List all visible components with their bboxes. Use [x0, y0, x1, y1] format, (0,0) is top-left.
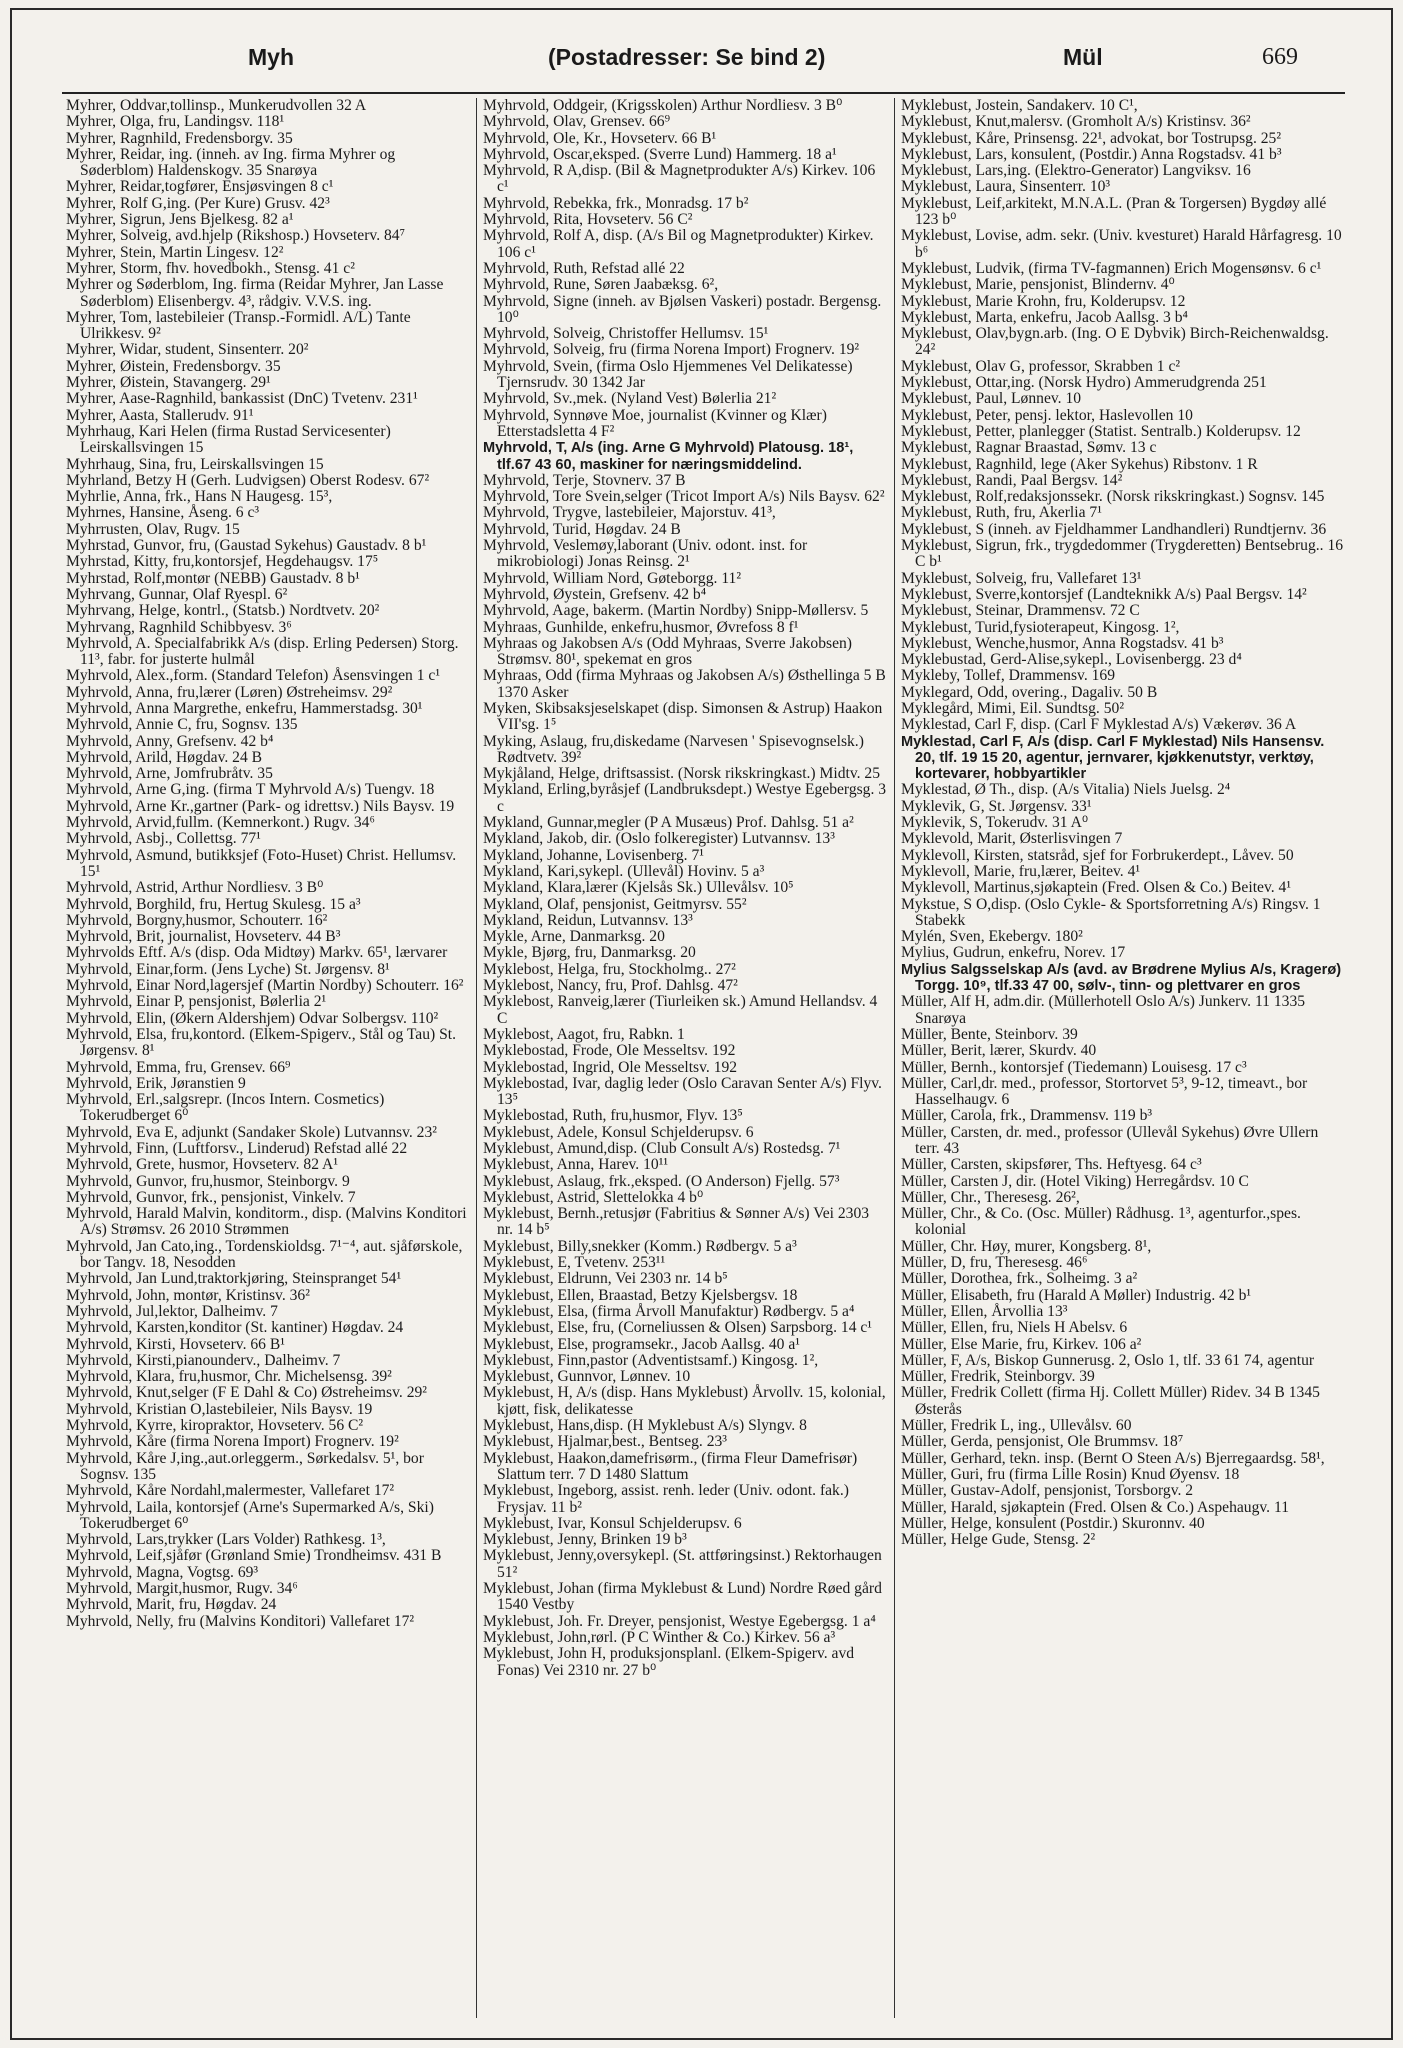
directory-entry: Myklebostad, Frode, Ole Messeltsv. 192	[483, 1042, 736, 1060]
directory-entry: Myhrvold, Tore Svein,selger (Tricot Import A/s) Nils Baysv. 62²	[483, 488, 885, 506]
directory-entry: Myklebust, Solveig, fru, Vallefaret 13¹	[901, 569, 1142, 587]
directory-entry: Myhrer, Aase-Ragnhild, bankassist (DnC) Tvetenv. 231¹	[66, 390, 418, 408]
directory-entry: Myhrvold, Asmund, butikksjef (Foto-Huset) Christ. Hellumsv. 15¹	[66, 846, 457, 880]
directory-entry: Myhrer, Sigrun, Jens Bjelkesg. 82 a¹	[66, 211, 294, 229]
directory-entry: Myhrvold, Einar Nord,lagersjef (Martin Nordby) Schouterr. 16²	[66, 977, 464, 995]
directory-entry: Müller, D, fru, Theresesg. 46⁶	[901, 1254, 1088, 1272]
directory-entry: Myhrvold, Anna, fru,lærer (Løren) Østreheimsv. 29²	[66, 683, 393, 701]
directory-entry: Myhrvold, William Nord, Gøteborgg. 11²	[483, 569, 742, 587]
directory-entry: Myklevik, S, Tokerudv. 31 A⁰	[901, 814, 1089, 832]
directory-entry: Myhrvold, Synnøve Moe, journalist (Kvinner og Klær) Etterstadsletta 4 F²	[483, 406, 827, 440]
directory-entry: Myklebust, Knut,malersv. (Gromholt A/s) Kristinsv. 36²	[901, 113, 1251, 131]
directory-entry: Myhrvold, Leif,sjåfør (Grønland Smie) Trondheimsv. 431 B	[66, 1547, 442, 1565]
directory-entry: Müller, Ellen, fru, Niels H Abelsv. 6	[901, 1319, 1128, 1337]
directory-entry: Myklebost, Ranveig,lærer (Tiurleiken sk.) Amund Hellandsv. 4 C	[483, 993, 878, 1027]
directory-entry: Myklebust, E, Tvetenv. 253¹¹	[483, 1254, 666, 1272]
directory-entry: Myklebust, Bernh.,retusjør (Fabritius & Sønner A/s) Vei 2303 nr. 14 b⁵	[483, 1205, 870, 1239]
directory-entry: Myhrvold, A. Specialfabrikk A/s (disp. Erling Pedersen) Storg. 11³, fabr. for justerte hulmål	[66, 634, 459, 669]
directory-entry: Myklebust, Adele, Konsul Schjelderupsv. 6	[483, 1123, 754, 1141]
directory-entry: Myhrer, Reidar, ing. (inneh. av Ing. firma Myhrer og Søderblom) Haldenskogv. 35 Snarøya	[66, 145, 396, 180]
directory-entry: Müller, Carl,dr. med., professor, Stortorvet 5³, 9-12, timeavt., bor Hasselhaugv. 6	[901, 1074, 1308, 1109]
directory-entry: Myhrvold, Finn, (Luftforsv., Linderud) Refstad allé 22	[66, 1140, 408, 1157]
directory-entry: Myhrvold, Rita, Hovseterv. 56 C²	[483, 211, 693, 229]
directory-entry: Müller, Carsten, dr. med., professor (Ullevål Sykehus) Øvre Ullern terr. 43	[901, 1123, 1319, 1157]
directory-entry: Myklebust, Paul, Lønnev. 10	[901, 390, 1082, 408]
directory-entry: Myhrvang, Gunnar, Olaf Ryespl. 6²	[66, 585, 288, 603]
directory-entry: Myhraas, Gunhilde, enkefru,husmor, Øvrefoss 8 f¹	[483, 618, 799, 636]
directory-entry: Myklebust, Ragnhild, lege (Aker Sykehus) Ribstonv. 1 R	[901, 455, 1258, 473]
directory-entry: Myhrvold, Elsa, fru,kontord. (Elkem-Spigerv., Stål og Tau) St. Jørgensv. 8¹	[66, 1025, 457, 1060]
header-rule	[62, 92, 1345, 94]
directory-entry: Myhrer, Stein, Martin Lingesv. 12²	[66, 243, 284, 261]
directory-entry: Müller, Bernh., kontorsjef (Tiedemann) Louisesg. 17 c³	[901, 1058, 1247, 1076]
directory-entry: Myklebust, Else, programsekr., Jacob Aallsg. 40 a¹	[483, 1335, 800, 1353]
directory-entry: Myklebost, Helga, fru, Stockholmg.. 27²	[483, 960, 736, 978]
directory-entry: Müller, Else Marie, fru, Kirkev. 106 a²	[901, 1335, 1142, 1353]
column-1	[66, 98, 476, 2018]
directory-entry: Myhrvold, Borghild, fru, Hertug Skulesg. 15 a³	[66, 895, 361, 913]
directory-entry: Myhrvold, Gunvor, fru,husmor, Steinborgv. 9	[66, 1172, 350, 1190]
directory-entry: Myhrvold, Marit, fru, Høgdav. 24	[66, 1596, 277, 1614]
directory-entry: Myklebust, Billy,snekker (Komm.) Rødbergv. 5 a³	[483, 1237, 797, 1255]
directory-entry: Myklebust, Marta, enkefru, Jacob Aallsg. 3 b⁴	[901, 308, 1188, 326]
directory-entry: Myhrvold, Borgny,husmor, Schouterr. 16²	[66, 911, 328, 929]
directory-entry: Myhrvold, Oscar,eksped. (Sverre Lund) Hammerg. 18 a¹	[483, 145, 837, 163]
directory-entry: Myhrvold, Astrid, Arthur Nordliesv. 3 B⁰	[66, 879, 324, 897]
directory-entry: Myklebust, Finn,pastor (Adventistsamf.) Kingosg. 1²,	[483, 1351, 819, 1369]
directory-entry: Myhrer, Reidar,togfører, Ensjøsvingen 8 c¹	[66, 178, 334, 196]
directory-entry: Myken, Skibsaksjeselskapet (disp. Simonsen & Astrup) Haakon VII'sg. 1⁵	[483, 699, 883, 734]
directory-entry: Myklebust, Leif,arkitekt, M.N.A.L. (Pran & Torgersen) Bygdøy allé 123 b⁰	[901, 194, 1327, 229]
directory-entry: Myhrvold, T, A/s (ing. Arne G Myhrvold) Platousg. 18¹, tlf.67 43 60, maskiner for næringsmiddelind.	[483, 440, 854, 473]
directory-entry: Myklebust, Gunnvor, Lønnev. 10	[483, 1368, 691, 1386]
directory-entry: Müller, Carola, frk., Drammensv. 119 b³	[901, 1107, 1153, 1125]
directory-entry: Myhrvold, Terje, Stovnerv. 37 B	[483, 471, 686, 489]
directory-entry: Mykland, Klara,lærer (Kjelsås Sk.) Ullevålsv. 10⁵	[483, 879, 794, 897]
directory-entry: Myklebust, Elsa, (firma Årvoll Manufaktur) Rødbergv. 5 a⁴	[483, 1302, 855, 1320]
directory-entry: Myklebust, Olav G, professor, Skrabben 1 c²	[901, 357, 1181, 375]
directory-entry: Myklebust, Amund,disp. (Club Consult A/s) Rostedsg. 7¹	[483, 1140, 841, 1157]
directory-entry: Myklebust, Peter, pensj. lektor, Haslevollen 10	[901, 406, 1193, 424]
directory-entry: Myklestad, Carl F, disp. (Carl F Myklestad A/s) Vækerøv. 36 A	[901, 716, 1297, 734]
directory-entry: Myklebust, Jostein, Sandakerv. 10 C¹,	[901, 98, 1138, 114]
directory-entry: Myhrvold, Ruth, Refstad allé 22	[483, 259, 685, 277]
directory-entry: Myhrstad, Kitty, fru,kontorsjef, Hegdehaugsv. 17⁵	[66, 553, 379, 571]
directory-entry: Myhrer, Øistein, Stavangerg. 29¹	[66, 374, 271, 392]
directory-entry: Myklebust, Rolf,redaksjonssekr. (Norsk rikskringkast.) Sognsv. 145	[901, 488, 1325, 506]
directory-entry: Myhrvold, Jan Cato,ing., Tordenskioldsg. 7¹⁻⁴, aut. sjåførskole, bor Tangv. 18, Nesodden	[66, 1237, 463, 1272]
directory-entry: Müller, Chr., Theresesg. 26²,	[901, 1188, 1080, 1206]
directory-entry: Myhrrusten, Olav, Rugv. 15	[66, 520, 240, 538]
directory-entry: Mykstue, S O,disp. (Oslo Cykle- & Sportsforretning A/s) Ringsv. 1 Stabekk	[901, 895, 1321, 929]
directory-entry: Müller, Elisabeth, fru (Harald A Møller) Industrig. 42 b¹	[901, 1286, 1252, 1304]
directory-entry: Mykland, Kari,sykepl. (Ullevål) Hovinv. 5 a³	[483, 862, 765, 880]
directory-entry: Mylius Salgsselskap A/s (avd. av Brødrene Mylius A/s, Kragerø) Torgg. 10⁹, tlf.33 47 00, sølv-, tinn- og plettvarer en gros	[901, 961, 1342, 995]
directory-entry: Myklegard, Odd, overing., Dagaliv. 50 B	[901, 683, 1158, 701]
directory-entry: Myklebust, Ellen, Braastad, Betzy Kjelsbergsv. 18	[483, 1286, 798, 1304]
directory-entry: Myklebust, Turid,fysioterapeut, Kingosg. 1²,	[901, 618, 1180, 636]
directory-entry: Mykleby, Tollef, Drammensv. 169	[901, 667, 1116, 685]
directory-entry: Myhrlie, Anna, frk., Hans N Haugesg. 15³,	[66, 488, 333, 506]
directory-entry: Myhrvang, Ragnhild Schibbyesv. 3⁶	[66, 618, 292, 636]
directory-entry: Myhrvold, Magna, Vogtsg. 69³	[66, 1563, 259, 1581]
directory-entry: Myklebust, Petter, planlegger (Statist. Sentralb.) Kolderupsv. 12	[901, 422, 1301, 440]
directory-entry: Myhrvold, Olav, Grensev. 66⁹	[483, 113, 671, 131]
directory-entry: Myhrvold, Sv.,mek. (Nyland Vest) Bølerlia 21²	[483, 390, 777, 408]
directory-entry: Myklebust, Anna, Harev. 10¹¹	[483, 1156, 669, 1174]
directory-entry: Mykland, Olaf, pensjonist, Geitmyrsv. 55²	[483, 895, 747, 913]
directory-entry: Myhrvold, Kirsti,pianounderv., Dalheimv. 7	[66, 1351, 341, 1369]
directory-entry: Müller, Berit, lærer, Skurdv. 40	[901, 1042, 1097, 1060]
directory-entry: Myhrvold, Knut,selger (F E Dahl & Co) Østreheimsv. 29²	[66, 1384, 427, 1402]
directory-entry: Myhrnes, Hansine, Åseng. 6 c³	[66, 504, 260, 522]
directory-entry: Myklebust, Lovise, adm. sekr. (Univ. kvesturet) Harald Hårfagresg. 10 b⁶	[901, 227, 1342, 261]
directory-entry: Myklebust, Steinar, Drammensv. 72 C	[901, 602, 1140, 620]
column-3	[894, 98, 1346, 2018]
directory-entry: Myhrvold, Rolf A, disp. (A/s Bil og Magnetprodukter) Kirkev. 106 c¹	[483, 227, 874, 261]
directory-entry: Myhrvold, Lars,trykker (Lars Volder) Rathkesg. 1³,	[66, 1531, 386, 1549]
directory-entry: Myhrvold, Trygve, lastebileier, Majorstuv. 41³,	[483, 504, 776, 522]
directory-entry: Mykland, Johanne, Lovisenberg. 7¹	[483, 846, 704, 864]
header-center-note: (Postadresser: Se bind 2)	[548, 44, 826, 70]
directory-entry: Myklebust, Ruth, fru, Akerlia 7¹	[901, 504, 1102, 522]
directory-entry: Myhrvold, Karsten,konditor (St. kantiner) Høgdav. 24	[66, 1319, 404, 1337]
directory-columns	[66, 98, 1346, 2018]
directory-entry: Mykle, Arne, Danmarksg. 20	[483, 928, 665, 946]
directory-entry: Myklevold, Marit, Østerlisvingen 7	[901, 830, 1123, 848]
directory-entry: Myklebust, Ingeborg, assist. renh. leder (Univ. odont. fak.) Frysjav. 11 b²	[483, 1482, 849, 1516]
directory-entry: Myhrvold, Nelly, fru (Malvins Konditori) Vallefaret 17²	[66, 1612, 415, 1630]
directory-entry: Myhrvold, Asbj., Collettsg. 77¹	[66, 830, 261, 848]
directory-entry: Myhrvold, Signe (inneh. av Bjølsen Vaskeri) postadr. Bergensg. 10⁰	[483, 292, 882, 326]
directory-entry: Myhrvold, Aage, bakerm. (Martin Nordby) Snipp-Møllersv. 5	[483, 602, 869, 620]
directory-entry: Myhrvold, Arne, Jomfrubråtv. 35	[66, 765, 273, 783]
directory-entry: Myhrer, Olga, fru, Landingsv. 118¹	[66, 113, 285, 131]
directory-entry: Myklebust, Ivar, Konsul Schjelderupsv. 6	[483, 1514, 742, 1532]
directory-entry: Myklebust, Astrid, Slettelokka 4 b⁰	[483, 1188, 704, 1206]
directory-entry: Myklebust, Else, fru, (Corneliussen & Olsen) Sarpsborg. 14 c¹	[483, 1319, 872, 1337]
directory-entry: Myhraas og Jakobsen A/s (Odd Myhraas, Sverre Jakobsen) Strømsv. 80¹, spekemat en gros	[483, 634, 852, 669]
directory-entry: Müller, Ellen, Årvollia 13³	[901, 1302, 1068, 1320]
directory-entry: Myklebust, Jenny, Brinken 19 b³	[483, 1531, 687, 1549]
directory-entry: Myhrvold, Arvid,fullm. (Kemnerkont.) Rugv. 34⁶	[66, 814, 375, 832]
directory-entry: Müller, Chr., & Co. (Osc. Müller) Rådhusg. 1³, agenturfor.,spes. kolonial	[901, 1205, 1301, 1239]
directory-entry: Myklebostad, Ruth, fru,husmor, Flyv. 13⁵	[483, 1107, 743, 1125]
directory-entry: Myhrvold, Svein, (firma Oslo Hjemmenes Vel Delikatesse) Tjernsrudv. 30 1342 Jar	[483, 357, 853, 392]
directory-entry: Myklebust, H, A/s (disp. Hans Myklebust) Årvollv. 15, kolonial, kjøtt, fisk, delikatesse	[483, 1384, 886, 1418]
directory-entry: Myhrvold, Erl.,salgsrepr. (Incos Intern. Cosmetics) Tokerudberget 6⁰	[66, 1091, 385, 1125]
directory-entry: Müller, Helge, konsulent (Postdir.) Skuronnv. 40	[901, 1514, 1205, 1532]
directory-entry: Myhrvold, Veslemøy,laborant (Univ. odont. inst. for mikrobiologi) Jonas Reinsg. 2¹	[483, 537, 808, 571]
directory-entry: Myklebust, Ludvik, (firma TV-fagmannen) Erich Mogensønsv. 6 c¹	[901, 259, 1322, 277]
directory-entry: Myklebost, Aagot, fru, Rabkn. 1	[483, 1025, 685, 1043]
directory-entry: Mykland, Jakob, dir. (Oslo folkeregister) Lutvannsv. 13³	[483, 830, 835, 848]
directory-entry: Müller, Guri, fru (firma Lille Rosin) Knud Øyensv. 18	[901, 1465, 1240, 1483]
directory-entry: Myklebust, Sigrun, frk., trygdedommer (Trygderetten) Bentsebrug.. 16 C b¹	[901, 537, 1344, 571]
directory-entry: Myhrvold, Turid, Høgdav. 24 B	[483, 520, 681, 538]
page-header	[0, 0, 1403, 78]
header-left-guideword: Myh	[248, 44, 294, 70]
directory-entry: Myklebust, John,rørl. (P C Winther & Co.) Kirkev. 56 a³	[483, 1628, 836, 1646]
directory-entry: Müller, Fredrik, Steinborgv. 39	[901, 1368, 1095, 1386]
directory-entry: Mylén, Sven, Ekebergv. 180²	[901, 928, 1083, 946]
directory-entry: Myhrvolds Eftf. A/s (disp. Oda Midtøy) Markv. 65¹, lærvarer	[66, 944, 448, 962]
directory-entry: Myklebust, Hans,disp. (H Myklebust A/s) Slyngv. 8	[483, 1417, 807, 1435]
directory-entry: Myhrvold, Einar P, pensjonist, Bølerlia 2¹	[66, 993, 327, 1011]
directory-entry: Myklevoll, Martinus,sjøkaptein (Fred. Olsen & Co.) Beitev. 4¹	[901, 879, 1291, 897]
directory-entry: Mykland, Gunnar,megler (P A Musæus) Prof. Dahlsg. 51 a²	[483, 814, 854, 832]
directory-entry: Myklebust, Hjalmar,best., Bentseg. 23³	[483, 1433, 727, 1451]
directory-entry: Myhrhaug, Sina, fru, Leirskallsvingen 15	[66, 455, 324, 473]
directory-entry: Müller, Alf H, adm.dir. (Müllerhotell Oslo A/s) Junkerv. 11 1335 Snarøya	[901, 993, 1306, 1027]
directory-entry: Myhrvold, Arne G,ing. (firma T Myhrvold A/s) Tuengv. 18	[66, 781, 435, 799]
directory-entry: Myhrvold, Oddgeir, (Krigsskolen) Arthur Nordliesv. 3 B⁰	[483, 98, 843, 114]
directory-entry: Myhrvold, Øystein, Grefsenv. 42 b⁴	[483, 585, 707, 603]
directory-entry: Myhrvold, Anna Margrethe, enkefru, Hammerstadsg. 30¹	[66, 699, 423, 717]
directory-entry: Myhrvold, Rune, Søren Jaabæksg. 6²,	[483, 276, 719, 294]
directory-entry: Myking, Aslaug, fru,diskedame (Narvesen ' Spisevognselsk.) Rødtvetv. 39²	[483, 732, 864, 766]
directory-entry: Myhrvold, Kyrre, kiropraktor, Hovseterv. 56 C²	[66, 1417, 364, 1435]
directory-entry: Myklestad, Carl F, A/s (disp. Carl F Myklestad) Nils Hansensv. 20, tlf. 19 15 20, agentur, jernvarer, kjøkkenutstyr, verktøy, kortevarer, hobbyartikler	[901, 733, 1325, 783]
directory-entry: Myklebustad, Gerd-Alise,sykepl., Lovisenbergg. 23 d⁴	[901, 651, 1242, 669]
directory-entry: Myhrvold, Annie C, fru, Sognsv. 135	[66, 716, 298, 734]
directory-entry: Myhraas, Odd (firma Myhraas og Jakobsen A/s) Østhellinga 5 B 1370 Asker	[483, 667, 886, 701]
directory-entry: Müller, Helge Gude, Stensg. 2²	[901, 1531, 1096, 1549]
directory-entry: Myhrvold, Kåre Nordahl,malermester, Vallefaret 17²	[66, 1482, 395, 1500]
directory-entry: Müller, Gerhard, tekn. insp. (Bernt O Steen A/s) Bjerregaardsg. 58¹,	[901, 1449, 1325, 1467]
directory-entry: Myklebust, Ragnar Braastad, Sømv. 13 c	[901, 439, 1157, 457]
directory-entry: Myklevoll, Marie, fru,lærer, Beitev. 4¹	[901, 862, 1141, 880]
directory-entry: Müller, Gustav-Adolf, pensjonist, Torsborgv. 2	[901, 1482, 1194, 1500]
directory-entry: Myhrer, Rolf G,ing. (Per Kure) Grusv. 42³	[66, 194, 330, 212]
directory-entry: Myhrer, Aasta, Stallerudv. 91¹	[66, 406, 254, 424]
directory-entry: Müller, F, A/s, Biskop Gunnerusg. 2, Oslo 1, tlf. 33 61 74, agentur	[901, 1351, 1315, 1369]
directory-entry: Myhrvold, Harald Malvin, konditorm., disp. (Malvins Konditori A/s) Strømsv. 26 2010 Strømmen	[66, 1205, 467, 1239]
directory-entry: Myhrvold, Gunvor, frk., pensjonist, Vinkelv. 7	[66, 1188, 356, 1206]
directory-entry: Müller, Bente, Steinborv. 39	[901, 1025, 1078, 1043]
directory-entry: Myklebostad, Ingrid, Ole Messeltsv. 192	[483, 1058, 738, 1076]
directory-entry: Myhrvold, Arild, Høgdav. 24 B	[66, 748, 263, 766]
directory-entry: Myhrhaug, Kari Helen (firma Rustad Servicesenter) Leirskallsvingen 15	[66, 422, 391, 457]
directory-entry: Myklebust, Wenche,husmor, Anna Rogstadsv. 41 b³	[901, 634, 1224, 652]
directory-entry: Myhrvold, Rebekka, frk., Monradsg. 17 b²	[483, 194, 749, 212]
directory-entry: Myhrvold, Solveig, fru (firma Norena Import) Frognerv. 19²	[483, 341, 860, 359]
header-right-guideword: Mül	[1063, 44, 1103, 70]
directory-entry: Müller, Dorothea, frk., Solheimg. 3 a²	[901, 1270, 1138, 1288]
directory-entry: Mylius, Gudrun, enkefru, Norev. 17	[901, 944, 1126, 962]
directory-entry: Mykjåland, Helge, driftsassist. (Norsk rikskringkast.) Midtv. 25	[483, 765, 881, 783]
directory-entry: Myklebust, Eldrunn, Vei 2303 nr. 14 b⁵	[483, 1270, 728, 1288]
directory-entry: Myhrer, Widar, student, Sinsenterr. 20²	[66, 341, 309, 359]
directory-entry: Myhrer, Storm, fhv. hovedbokh., Stensg. 41 c²	[66, 259, 355, 277]
directory-entry: Myhrvold, John, montør, Kristinsv. 36²	[66, 1286, 310, 1304]
directory-entry: Myklegård, Mimi, Eil. Sundtsg. 50²	[901, 699, 1124, 717]
directory-entry: Myklebust, Randi, Paal Bergsv. 14²	[901, 471, 1123, 489]
directory-entry: Myklestad, Ø Th., disp. (A/s Vitalia) Niels Juelsg. 2⁴	[901, 781, 1231, 799]
directory-entry: Myklebust, Marie Krohn, fru, Kolderupsv. 12	[901, 292, 1186, 310]
directory-entry: Myklebostad, Ivar, daglig leder (Oslo Caravan Senter A/s) Flyv. 13⁵	[483, 1074, 882, 1109]
directory-entry: Myklebust, Kåre, Prinsensg. 22¹, advokat, bor Tostrupsg. 25²	[901, 129, 1282, 147]
directory-entry: Mykland, Erling,byråsjef (Landbruksdept.) Westye Egebergsg. 3 c	[483, 781, 887, 815]
directory-entry: Myhrstad, Rolf,montør (NEBB) Gaustadv. 8 b¹	[66, 569, 360, 587]
directory-entry: Myhrvold, Jan Lund,traktorkjøring, Steinspranget 54¹	[66, 1270, 402, 1288]
directory-entry: Myklebust, Jenny,oversykepl. (St. attføringsinst.) Rektorhaugen 51²	[483, 1547, 882, 1581]
directory-entry: Müller, Fredrik Collett (firma Hj. Collett Müller) Ridev. 34 B 1345 Østerås	[901, 1384, 1320, 1418]
directory-entry: Myhrvold, Emma, fru, Grensev. 66⁹	[66, 1058, 291, 1076]
directory-entry: Myhrvold, Brit, journalist, Hovseterv. 44 B³	[66, 928, 341, 946]
page-number: 669	[1262, 44, 1298, 70]
directory-entry: Myhrvold, Kåre J,ing.,aut.orleggerm., Sørkedalsv. 5¹, bor Sognsv. 135	[66, 1449, 424, 1483]
directory-entry: Myhrvold, Ole, Kr., Hovseterv. 66 B¹	[483, 129, 717, 147]
directory-entry: Myhrvold, Kåre (firma Norena Import) Frognerv. 19²	[66, 1433, 399, 1451]
directory-entry: Mykland, Reidun, Lutvannsv. 13³	[483, 911, 693, 929]
directory-entry: Myhrvold, Margit,husmor, Rugv. 34⁶	[66, 1580, 298, 1598]
directory-entry: Myklebust, Joh. Fr. Dreyer, pensjonist, Westye Egebergsg. 1 a⁴	[483, 1612, 876, 1630]
directory-entry: Müller, Chr. Høy, murer, Kongsberg. 8¹,	[901, 1237, 1152, 1255]
directory-entry: Myklebust, John H, produksjonsplanl. (Elkem-Spigerv. avd Fonas) Vei 2310 nr. 27 b⁰	[483, 1645, 855, 1679]
directory-entry: Müller, Fredrik L, ing., Ullevålsv. 60	[901, 1417, 1132, 1435]
directory-entry: Myklebust, Marie, pensjonist, Blindernv. 4⁰	[901, 276, 1175, 294]
directory-entry: Myhrvold, Alex.,form. (Standard Telefon) Åsensvingen 1 c¹	[66, 667, 441, 685]
directory-entry: Myhrvold, Elin, (Økern Aldershjem) Odvar Solbergsv. 110²	[66, 1009, 439, 1027]
directory-entry: Myklebost, Nancy, fru, Prof. Dahlsg. 47²	[483, 977, 738, 995]
directory-entry: Myhrvold, Laila, kontorsjef (Arne's Supermarked A/s, Ski) Tokerudberget 6⁰	[66, 1498, 434, 1532]
directory-entry: Myklebust, Lars,ing. (Elektro-Generator) Langviksv. 16	[901, 162, 1251, 180]
directory-entry: Myhrland, Betzy H (Gerh. Ludvigsen) Oberst Rodesv. 67²	[66, 471, 430, 489]
directory-entry: Myklebust, Haakon,damefrisørm., (firma Fleur Damefrisør) Slattum terr. 7 D 1480 Slattum	[483, 1449, 858, 1483]
directory-entry: Myhrvold, Kristian O,lastebileier, Nils Baysv. 19	[66, 1400, 373, 1418]
directory-entry: Myhrvold, Anny, Grefsenv. 42 b⁴	[66, 732, 274, 750]
directory-entry: Myhrvold, Arne Kr.,gartner (Park- og idrettsv.) Nils Baysv. 19	[66, 797, 455, 815]
directory-entry: Myhrer, Solveig, avd.hjelp (Rikshosp.) Hovseterv. 84⁷	[66, 227, 406, 245]
directory-entry: Myhrer, Øistein, Fredensborgv. 35	[66, 357, 281, 375]
directory-entry: Myhrvold, Klara, fru,husmor, Chr. Michelsensg. 39²	[66, 1368, 392, 1386]
directory-entry: Myhrvold, Kirsti, Hovseterv. 66 B¹	[66, 1335, 285, 1353]
directory-entry: Myhrvold, Solveig, Christoffer Hellumsv. 15¹	[483, 325, 769, 343]
directory-entry: Myklevik, G, St. Jørgensv. 33¹	[901, 797, 1092, 815]
directory-entry: Myhrer og Søderblom, Ing. firma (Reidar Myhrer, Jan Lasse Søderblom) Elisenbergv. 4³, rådgiv. V.V.S. ing.	[66, 276, 444, 310]
directory-entry: Myhrvold, Eva E, adjunkt (Sandaker Skole) Lutvannsv. 23²	[66, 1123, 437, 1141]
directory-entry: Myhrvold, Jul,lektor, Dalheimv. 7	[66, 1302, 278, 1320]
directory-entry: Myklebust, S (inneh. av Fjeldhammer Landhandleri) Rundtjernv. 36	[901, 520, 1327, 538]
directory-entry: Myklebust, Johan (firma Myklebust & Lund) Nordre Røed gård 1540 Vestby	[483, 1580, 882, 1614]
directory-entry: Myklevoll, Kirsten, statsråd, sjef for Forbrukerdept., Låvev. 50	[901, 846, 1294, 864]
directory-entry: Müller, Carsten J, dir. (Hotel Viking) Herregårdsv. 10 C	[901, 1172, 1249, 1190]
directory-entry: Myhrvold, Grete, husmor, Hovseterv. 82 A¹	[66, 1156, 338, 1174]
directory-entry: Myklebust, Sverre,kontorsjef (Landteknikk A/s) Paal Bergsv. 14²	[901, 585, 1307, 603]
directory-entry: Myhrvold, Erik, Jøranstien 9	[66, 1074, 246, 1092]
column-2	[476, 98, 894, 2018]
directory-entry: Myklebust, Lars, konsulent, (Postdir.) Anna Rogstadsv. 41 b³	[901, 145, 1282, 163]
directory-entry: Müller, Carsten, skipsfører, Ths. Heftyesg. 64 c³	[901, 1156, 1202, 1174]
directory-entry: Myhrer, Ragnhild, Fredensborgv. 35	[66, 129, 293, 147]
directory-entry: Myhrer, Oddvar,tollinsp., Munkerudvollen 32 A	[66, 98, 367, 114]
directory-entry: Myklebust, Laura, Sinsenterr. 10³	[901, 178, 1111, 196]
directory-entry: Myhrvold, Einar,form. (Jens Lyche) St. Jørgensv. 8¹	[66, 960, 390, 978]
directory-entry: Myklebust, Olav,bygn.arb. (Ing. O E Dybvik) Birch-Reichenwaldsg. 24²	[901, 325, 1329, 359]
directory-entry: Müller, Harald, sjøkaptein (Fred. Olsen & Co.) Aspehaugv. 11	[901, 1498, 1289, 1516]
directory-entry: Müller, Gerda, pensjonist, Ole Brummsv. 18⁷	[901, 1433, 1184, 1451]
directory-entry: Myhrstad, Gunvor, fru, (Gaustad Sykehus) Gaustadv. 8 b¹	[66, 537, 427, 555]
directory-entry: Myklebust, Aslaug, frk.,eksped. (O Anderson) Fjellg. 57³	[483, 1172, 840, 1190]
directory-entry: Myhrvang, Helge, kontrl., (Statsb.) Nordtvetv. 20²	[66, 602, 380, 620]
directory-entry: Myklebust, Ottar,ing. (Norsk Hydro) Ammerudgrenda 251	[901, 374, 1267, 392]
directory-entry: Myhrvold, R A,disp. (Bil & Magnetprodukter A/s) Kirkev. 106 c¹	[483, 162, 876, 196]
directory-entry: Myhrer, Tom, lastebileier (Transp.-Formidl. A/L) Tante Ulrikkesv. 9²	[66, 308, 411, 343]
directory-entry: Mykle, Bjørg, fru, Danmarksg. 20	[483, 944, 696, 962]
